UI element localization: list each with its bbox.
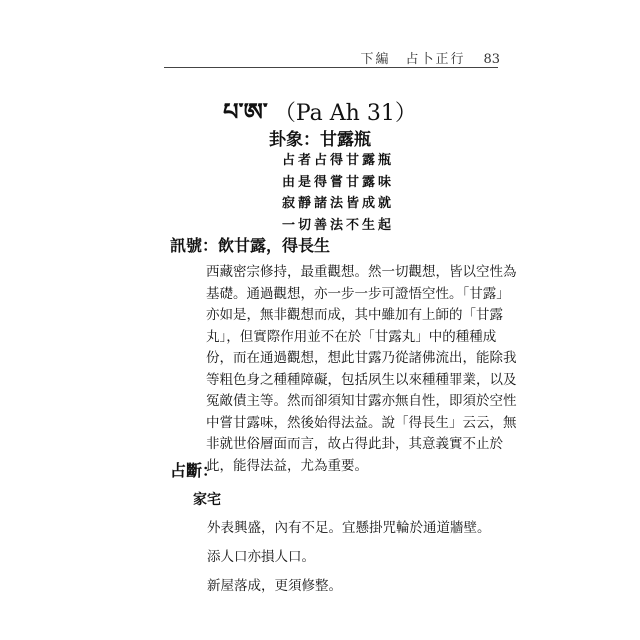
zhan-duan-heading: 占斷： bbox=[170, 461, 219, 480]
section-title: 下編 占卜正行 bbox=[360, 52, 466, 67]
body-line: 西藏密宗修持，最重觀想。然一切觀想，皆以空性為 bbox=[206, 264, 517, 280]
category-heading: 家宅 bbox=[193, 492, 221, 508]
body-line: 基礎。通過觀想，亦一步一步可證悟空性。「甘露」 bbox=[206, 285, 510, 302]
list-item: 添人口亦損人口。 bbox=[207, 549, 315, 565]
list-item: 外表興盛，內有不足。宜懸掛咒輪於通道牆壁。 bbox=[207, 520, 491, 536]
page-number: 83 bbox=[483, 52, 500, 67]
body-line: 中嘗甘露味，然後始得法益。說「得長生」云云，無 bbox=[206, 414, 517, 431]
header-rule bbox=[164, 67, 498, 68]
body-line: 份，而在通過觀想，想此甘露乃從諸佛流出，能除我 bbox=[206, 350, 517, 366]
body-line: 等粗色身之種種障礙，包括夙生以來種種罪業，以及 bbox=[206, 371, 517, 388]
body-paragraph bbox=[206, 262, 517, 477]
latin-title: （Pa Ah 31） bbox=[273, 101, 417, 126]
body-line: 冤敵債主等。然而卻須知甘露亦無自性，即須於空性 bbox=[206, 393, 517, 409]
body-line: 丸」，但實際作用並不在於「甘露丸」中的種種成 bbox=[206, 328, 497, 345]
verse-block bbox=[282, 150, 394, 236]
verse-line: 一切善法不生起 bbox=[282, 217, 395, 233]
verse-line: 由是得嘗甘露味 bbox=[282, 174, 395, 190]
verse-line: 占者占得甘露瓶 bbox=[282, 153, 395, 168]
gua-xiang-heading: 卦象：甘露瓶 bbox=[269, 130, 371, 150]
running-header bbox=[330, 48, 500, 67]
body-line: 非就世俗層面而言，故占得此卦，其意義實不止於 bbox=[206, 436, 503, 452]
list-item: 新屋落成，更須修整。 bbox=[207, 578, 342, 594]
verse-line: 寂靜諸法皆成就 bbox=[282, 196, 395, 211]
body-line: 此，能得法益，尤為重要。 bbox=[206, 457, 368, 474]
tibetan-title: པ་ཨ་ bbox=[223, 97, 268, 126]
xun-hao-heading: 訊號：飲甘露，得長生 bbox=[170, 236, 331, 255]
body-line: 亦如是，無非觀想而成，其中雖加有上師的「甘露 bbox=[206, 307, 503, 323]
